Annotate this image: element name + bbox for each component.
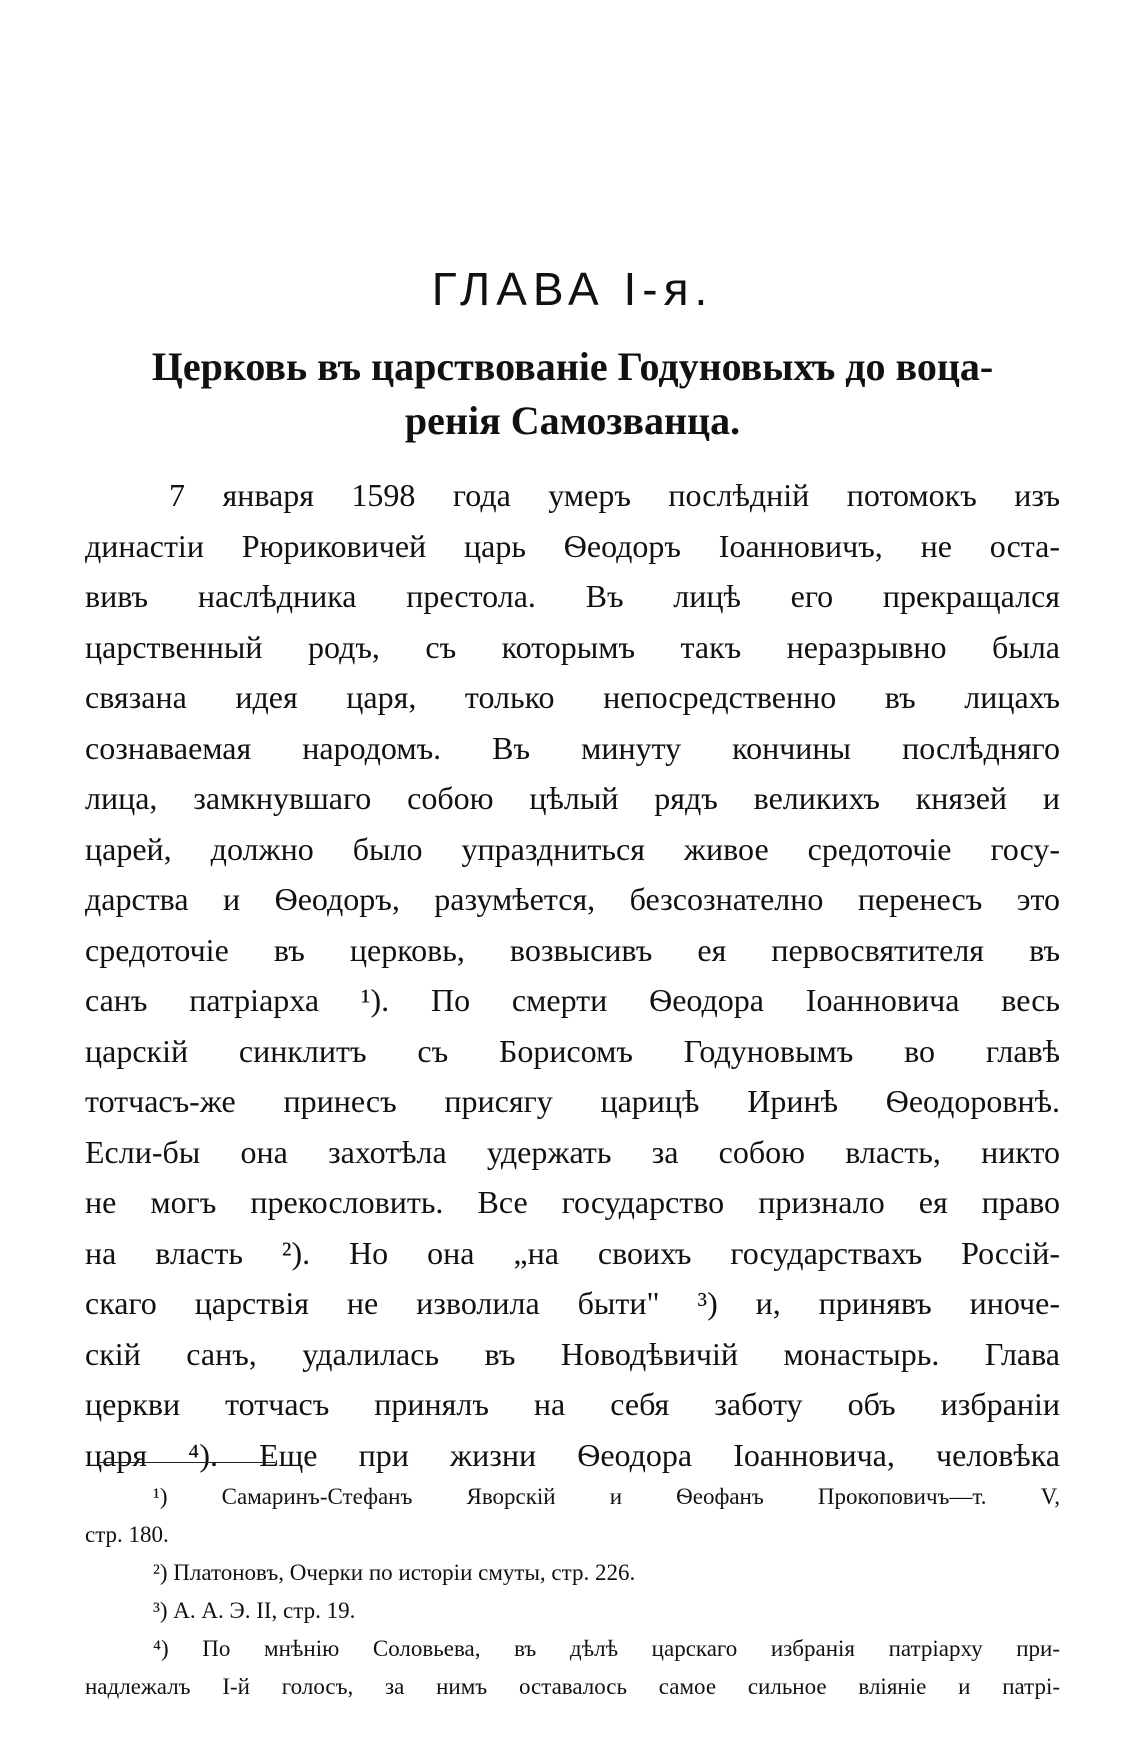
body-line: Если-бы она захотѣла удержать за собою власть, никто <box>85 1133 1060 1170</box>
chapter-title-line-1: Церковь въ царствованіе Годуновыхъ до воца- <box>151 344 994 389</box>
footnote-1: ¹) Самаринъ-Стефанъ Яворскій и Ѳеофанъ Прокоповичъ—т. V, <box>153 1484 1060 1509</box>
body-line: царскій синклитъ съ Борисомъ Годуновымъ во главѣ <box>85 1032 1060 1069</box>
body-line: царя ⁴). Еще при жизни Ѳеодора Іоанновича, человѣка <box>85 1436 1060 1473</box>
body-line: лица, замкнувшаго собою цѣлый рядъ великихъ князей и <box>85 780 1060 816</box>
chapter-title-line-2: ренія Самозванца. <box>404 398 741 443</box>
body-line: царственный родъ, съ которымъ такъ неразрывно была <box>85 628 1060 665</box>
body-line: царей, должно было упраздниться живое средоточіе госу- <box>85 830 1060 867</box>
footnote-4: ⁴) По мнѣнію Соловьева, въ дѣлѣ царскаго избранія патріарху при- <box>153 1636 1060 1661</box>
chapter-heading: ГЛАВА I-я. <box>431 263 714 315</box>
body-line: на власть ²). Но она „на своихъ государствахъ Россій- <box>85 1234 1060 1271</box>
body-line: не могъ прекословить. Все государство признало ея право <box>85 1184 1060 1220</box>
body-line: дарства и Ѳеодоръ, разумѣется, безсознателно перенесъ это <box>85 881 1060 917</box>
body-line: церкви тотчасъ принялъ на себя заботу объ избраніи <box>85 1386 1060 1422</box>
body-line: средоточіе въ церковь, возвысивъ ея первосвятителя въ <box>85 931 1060 968</box>
footnote-3: ³) А. А. Э. II, стр. 19. <box>153 1598 356 1623</box>
chapter-title <box>85 340 1060 448</box>
body-line: тотчасъ-же принесъ присягу царицѣ Иринѣ Ѳеодоровнѣ. <box>85 1083 1060 1119</box>
footnote-2: ²) Платоновъ, Очерки по исторіи смуты, стр. 226. <box>153 1560 636 1585</box>
footnote-4-continued: надлежалъ І-й голосъ, за нимъ оставалось самое сильное вліяніе и патрі- <box>85 1674 1060 1699</box>
footnote-divider <box>100 1462 275 1463</box>
body-line: санъ патріарха ¹). По смерти Ѳеодора Іоанновича весь <box>85 982 1060 1018</box>
body-line: скаго царствія не изволила быти" ³) и, принявъ иноче- <box>85 1285 1060 1321</box>
body-text <box>85 470 1060 1480</box>
body-line: вивъ наслѣдника престола. Въ лицѣ его прекращался <box>85 578 1060 614</box>
body-line: скій санъ, удалилась въ Новодѣвичій монастырь. Глава <box>85 1335 1060 1372</box>
footnote-1-continued: стр. 180. <box>85 1522 169 1547</box>
book-page <box>85 0 1060 1753</box>
body-line: сознаваемая народомъ. Въ минуту кончины послѣдняго <box>85 729 1060 766</box>
body-line: династіи Рюриковичей царь Ѳеодоръ Іоанновичъ, не оста- <box>85 527 1060 564</box>
body-line: 7 января 1598 года умеръ послѣдній потомокъ изъ <box>169 477 1060 513</box>
body-line: связана идея царя, только непосредственно въ лицахъ <box>85 679 1060 715</box>
footnotes <box>85 1478 1060 1706</box>
